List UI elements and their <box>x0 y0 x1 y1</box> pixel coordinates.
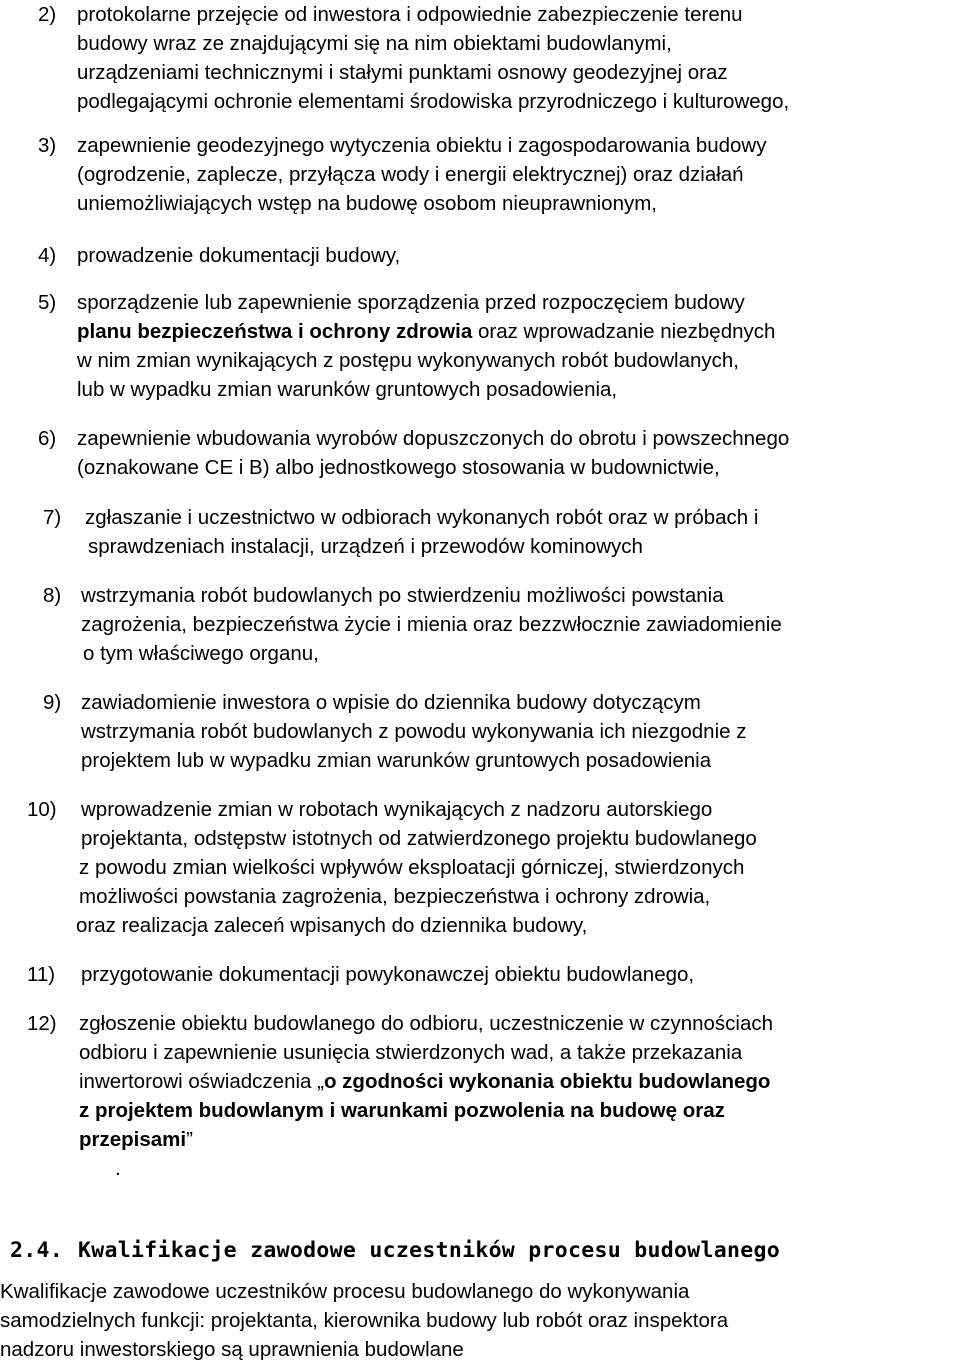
list-item-line <box>79 1125 193 1154</box>
list-item-line <box>81 824 757 853</box>
list-item-line <box>79 1096 725 1125</box>
section-number: 2.4. <box>10 1237 63 1263</box>
text-segment: urządzeniami technicznymi i stałymi punktami osnowy geodezyjnej oraz <box>77 61 728 84</box>
list-item-number: 9) <box>43 691 62 714</box>
text-segment: sporządzenie lub zapewnienie sporządzenia przed rozpoczęciem budowy <box>77 291 745 314</box>
text-segment: protokolarne przejęcie od inwestora i odpowiednie zabezpieczenie terenu <box>77 3 743 26</box>
text-segment: ” <box>186 1128 193 1151</box>
text-segment: uniemożliwiających wstęp na budowę osobom nieuprawnionym, <box>77 192 658 215</box>
list-item-line <box>77 241 400 270</box>
list-item-line <box>79 1067 770 1096</box>
text-segment: możliwości powstania zagrożenia, bezpieczeństwa i ochrony zdrowia, <box>79 885 711 908</box>
list-item-line <box>79 853 744 882</box>
list-item-line <box>88 532 643 561</box>
text-segment: podlegającymi ochronie elementami środowiska przyrodniczego i kulturowego, <box>77 90 790 113</box>
text-segment: wprowadzenie zmian w robotach wynikających z nadzoru autorskiego <box>81 798 713 821</box>
bold-text: z projektem budowlanym i warunkami pozwolenia na budowę oraz <box>79 1099 725 1122</box>
text-segment: wstrzymania robót budowlanych z powodu wykonywania ich niezgodnie z <box>81 720 747 743</box>
text-segment: zapewnienie wbudowania wyrobów dopuszczonych do obrotu i powszechnego <box>77 427 790 450</box>
list-item-line <box>76 911 587 940</box>
list-item-line <box>77 375 617 404</box>
text-segment: (oznakowane CE i B) albo jednostkowego stosowania w budownictwie, <box>77 456 720 479</box>
list-item-line <box>77 0 743 29</box>
list-item-line <box>79 882 710 911</box>
list-item-number: 3) <box>38 134 57 157</box>
list-item-number: 12) <box>27 1012 57 1035</box>
list-item-line <box>77 346 739 375</box>
list-item-line <box>81 795 712 824</box>
list-item-line <box>83 639 319 668</box>
text-segment: projektem lub w wypadku zmian warunków gruntowych posadowienia <box>81 749 712 772</box>
list-item-line <box>77 87 789 116</box>
text-segment: zgłoszenie obiektu budowlanego do odbioru, uczestniczenie w czynnościach <box>79 1012 774 1035</box>
bold-text: planu bezpieczeństwa i ochrony zdrowia <box>77 320 473 343</box>
text-segment: oraz wprowadzanie niezbędnych <box>472 320 776 343</box>
text-segment: prowadzenie dokumentacji budowy, <box>77 244 401 267</box>
bold-text: przepisami <box>79 1128 187 1151</box>
list-item-line <box>85 503 758 532</box>
section-heading <box>10 1236 780 1266</box>
text-segment: zapewnienie geodezyjnego wytyczenia obiektu i zagospodarowania budowy <box>77 134 767 157</box>
text-segment: zgłaszanie i uczestnictwo w odbiorach wykonanych robót oraz w próbach i <box>85 506 759 529</box>
list-item-line <box>77 317 775 346</box>
text-segment: o tym właściwego organu, <box>83 642 319 665</box>
list-item-line <box>77 424 789 453</box>
text-segment: . <box>115 1157 121 1180</box>
text-segment: budowy wraz ze znajdującymi się na nim obiektami budowlanymi, <box>77 32 672 55</box>
bold-text: o zgodności wykonania obiektu budowlanego <box>323 1070 771 1093</box>
list-item-number: 2) <box>38 3 57 26</box>
text-segment: zagrożenia, bezpieczeństwa życie i mienia oraz bezzwłocznie zawiadomienie <box>81 613 782 636</box>
list-item-number: 4) <box>38 244 57 267</box>
list-item-line <box>115 1154 121 1183</box>
text-segment: w nim zmian wynikających z postępu wykonywanych robót budowlanych, <box>77 349 740 372</box>
paragraph-line: Kwalifikacje zawodowe uczestników procesu budowlanego do wykonywania <box>0 1280 690 1303</box>
list-item-line <box>81 610 782 639</box>
text-segment: projektanta, odstępstw istotnych od zatwierdzonego projektu budowlanego <box>81 827 757 850</box>
paragraph-line: samodzielnych funkcji: projektanta, kierownika budowy lub robót oraz inspektora <box>0 1309 729 1332</box>
list-item-number: 6) <box>38 427 57 450</box>
list-item-line <box>81 960 694 989</box>
list-item-line <box>77 288 745 317</box>
text-segment: odbioru i zapewnienie usunięcia stwierdzonych wad, a także przekazania <box>79 1041 743 1064</box>
text-segment: wstrzymania robót budowlanych po stwierdzeniu możliwości powstania <box>81 584 724 607</box>
list-item-number: 7) <box>43 506 62 529</box>
list-item-line <box>77 58 728 87</box>
list-item-number: 10) <box>27 798 57 821</box>
list-item-number: 8) <box>43 584 62 607</box>
list-item-line <box>79 1038 742 1067</box>
paragraph-line: nadzoru inwestorskiego są uprawnienia budowlane <box>0 1338 464 1361</box>
list-item-number: 11) <box>27 963 56 986</box>
text-segment: sprawdzeniach instalacji, urządzeń i przewodów kominowych <box>88 535 643 558</box>
list-item-line <box>77 189 657 218</box>
list-item-line <box>77 453 720 482</box>
list-item-line <box>77 29 672 58</box>
list-item-line <box>79 1009 773 1038</box>
list-item-line <box>77 131 766 160</box>
text-segment: przygotowanie dokumentacji powykonawczej obiektu budowlanego, <box>81 963 695 986</box>
list-item-line <box>81 688 701 717</box>
text-segment: zawiadomienie inwestora o wpisie do dziennika budowy dotyczącym <box>81 691 701 714</box>
list-item-line <box>77 160 744 189</box>
text-segment: lub w wypadku zmian warunków gruntowych posadowienia, <box>77 378 618 401</box>
section-title: Kwalifikacje zawodowe uczestników procesu budowlanego <box>78 1237 780 1263</box>
list-item-line <box>81 746 711 775</box>
list-item-line <box>81 581 724 610</box>
text-segment: inwertorowi oświadczenia „ <box>79 1070 324 1093</box>
text-segment: (ogrodzenie, zaplecze, przyłącza wody i energii elektrycznej) oraz działań <box>77 163 744 186</box>
text-segment: oraz realizacja zaleceń wpisanych do dziennika budowy, <box>76 914 588 937</box>
text-segment: z powodu zmian wielkości wpływów eksploatacji górniczej, stwierdzonych <box>79 856 745 879</box>
list-item-line <box>81 717 746 746</box>
list-item-number: 5) <box>38 291 57 314</box>
